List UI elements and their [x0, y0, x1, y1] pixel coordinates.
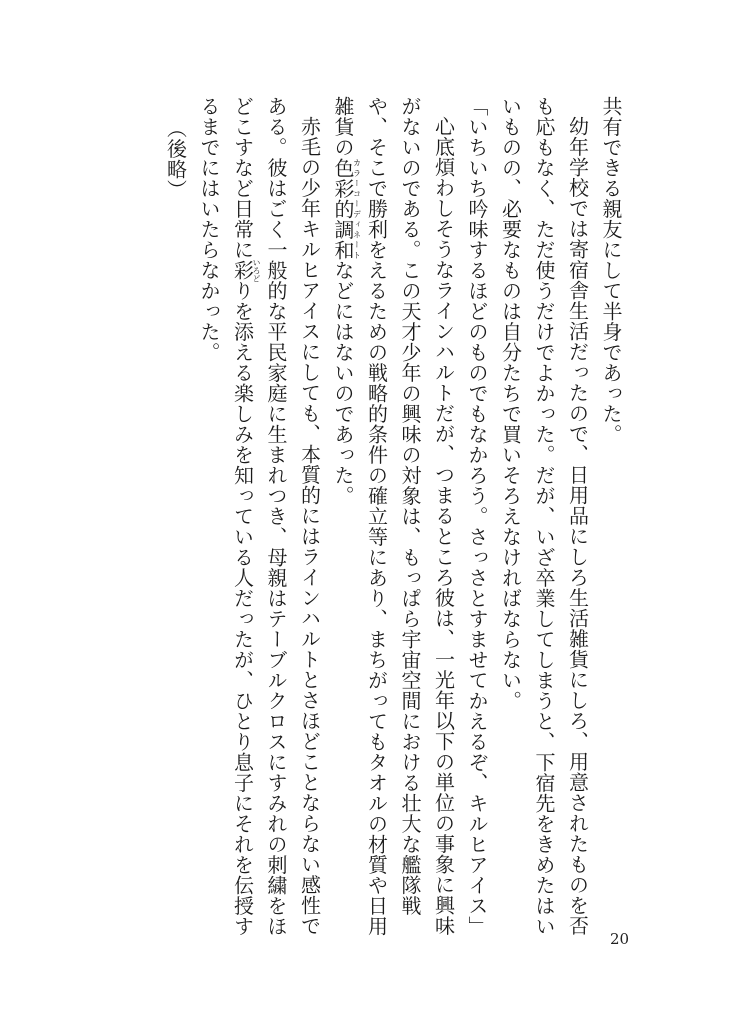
ruby-annotation-4: カラーコーディネート: [352, 157, 362, 260]
closing-note: （後略）: [163, 118, 188, 200]
paragraph-4-text-b: などにはないのであった。: [331, 260, 355, 506]
paragraph-5: [192, 96, 326, 956]
paragraph-1: 共有できる親友にして半身であった。: [599, 96, 623, 445]
dialogue-paragraph: 「いちいち吟味するほどのものでもなかろう。さっさとすませてかえるぞ、キルヒアイス」: [465, 96, 489, 937]
ruby-annotation-5: いろど: [252, 258, 261, 283]
page-number: 20: [610, 930, 630, 948]
ruby-color-coordinate: [331, 157, 362, 261]
ruby-base-4: 色彩的調和: [331, 157, 355, 260]
vertical-text-body: [107, 96, 630, 956]
paragraph-5-text-a: 赤毛の少年キルヒアイスにしても、本質的にはラインハルトとさほどことならない感性である。彼はごく一般的な平民家庭に生まれつき、母親はテーブルクロスにすみれの刺繍をほどこすなど日常に: [230, 96, 322, 937]
ruby-irodori: [230, 258, 261, 283]
ruby-base-5: 彩: [230, 258, 255, 283]
paragraph-5-text-b: りを添える楽しみを知っている人だったが、ひとり息子にそれを伝授するまでにはいたらなかった。: [197, 96, 255, 937]
paragraph-2: 幼年学校では寄宿舎生活だったので、日用品にしろ生活雑貨にしろ、用意されたものを否も応もなく、ただ使うだけでよかった。だが、いざ卒業してしまうと、下宿先をきめたはいいものの、必要なものは自分たちで買いそろえなければならない。: [498, 96, 590, 937]
paragraph-4-text-a: 心底煩わしそうなラインハルトだが、つまるところ彼は、一光年以下の単位の事象に興味がないのである。この天才少年の興味の対象は、もっぱら宇宙空間における壮大な艦隊戦や、そこで勝利をえるための戦略的条件の確立等にあり、まちがってもタオルの材質や日用雑貨の: [331, 96, 456, 937]
paragraph-4: [326, 96, 460, 956]
